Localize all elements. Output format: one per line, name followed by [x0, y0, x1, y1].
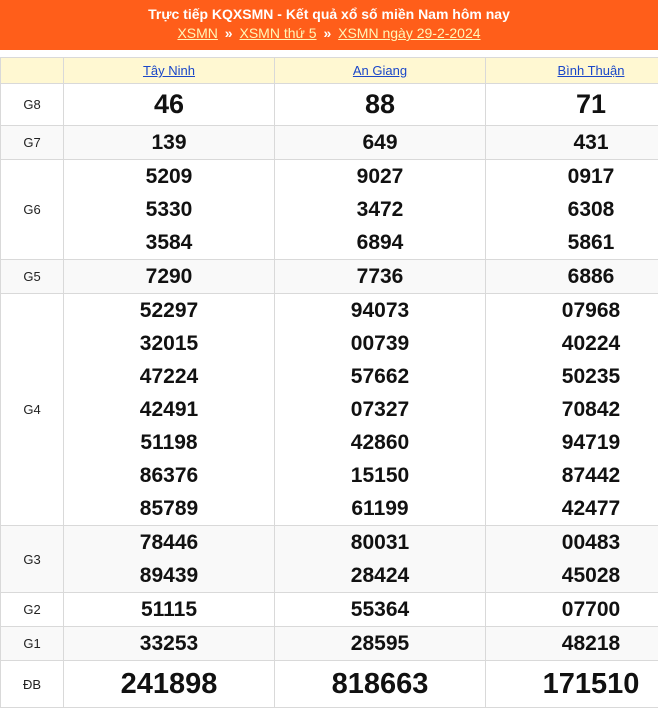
prize-number: 42860 [275, 426, 485, 459]
prize-cell [486, 294, 658, 526]
prize-number: 42477 [486, 492, 658, 525]
page-title: Trực tiếp KQXSMN - Kết quả xổ số miền Nam hôm nay [0, 5, 658, 24]
prize-number: 42491 [64, 393, 274, 426]
prize-number: 86376 [64, 459, 274, 492]
prize-number: 46 [64, 84, 274, 125]
prize-cell [486, 160, 658, 260]
prize-cell [64, 126, 275, 160]
prize-cell [486, 593, 658, 627]
prize-cell [486, 260, 658, 294]
prize-number: 78446 [64, 526, 274, 559]
prize-cell [275, 661, 486, 708]
prize-cell [486, 661, 658, 708]
prize-number: 52297 [64, 294, 274, 327]
prize-number: 5209 [64, 160, 274, 193]
prize-number: 87442 [486, 459, 658, 492]
prize-label: G2 [1, 593, 64, 627]
prize-row-1 [1, 126, 658, 160]
prize-label: G5 [1, 260, 64, 294]
breadcrumb-xsmn-date[interactable]: XSMN ngày 29-2-2024 [338, 25, 480, 41]
page-header [0, 0, 658, 50]
prize-cell [275, 160, 486, 260]
prize-number: 171510 [486, 661, 658, 707]
prize-number: 649 [275, 126, 485, 159]
prize-number: 07968 [486, 294, 658, 327]
prize-cell [64, 593, 275, 627]
prize-number: 5330 [64, 193, 274, 226]
prize-row-8 [1, 661, 658, 708]
prize-cell [486, 526, 658, 593]
prize-number: 94073 [275, 294, 485, 327]
prize-row-4 [1, 294, 658, 526]
prize-number: 89439 [64, 559, 274, 592]
prize-number: 45028 [486, 559, 658, 592]
prize-cell [64, 661, 275, 708]
prize-number: 33253 [64, 627, 274, 660]
corner-cell [1, 58, 64, 84]
prize-cell [275, 294, 486, 526]
prize-row-6 [1, 593, 658, 627]
prize-number: 80031 [275, 526, 485, 559]
prize-number: 15150 [275, 459, 485, 492]
prize-cell [64, 526, 275, 593]
prize-row-3 [1, 260, 658, 294]
prize-cell [275, 260, 486, 294]
prize-number: 32015 [64, 327, 274, 360]
prize-cell [275, 126, 486, 160]
prize-number: 85789 [64, 492, 274, 525]
prize-number: 07327 [275, 393, 485, 426]
prize-row-5 [1, 526, 658, 593]
prize-cell [275, 84, 486, 126]
breadcrumb-xsmn-thu5[interactable]: XSMN thứ 5 [239, 25, 316, 41]
prize-number: 6894 [275, 226, 485, 259]
prize-number: 3472 [275, 193, 485, 226]
prize-number: 3584 [64, 226, 274, 259]
prize-number: 47224 [64, 360, 274, 393]
prize-number: 7736 [275, 260, 485, 293]
prize-number: 40224 [486, 327, 658, 360]
prize-number: 70842 [486, 393, 658, 426]
prize-number: 71 [486, 84, 658, 125]
prize-label: G1 [1, 627, 64, 661]
prize-row-7 [1, 627, 658, 661]
breadcrumb-xsmn[interactable]: XSMN [177, 25, 217, 41]
province-header-row [1, 58, 658, 84]
prize-label: G4 [1, 294, 64, 526]
prize-number: 6886 [486, 260, 658, 293]
prize-label: G7 [1, 126, 64, 160]
prize-number: 9027 [275, 160, 485, 193]
prize-number: 00739 [275, 327, 485, 360]
prize-cell [275, 627, 486, 661]
prize-label: G6 [1, 160, 64, 260]
prize-label: ĐB [1, 661, 64, 708]
prize-cell [64, 294, 275, 526]
prize-cell [64, 260, 275, 294]
prize-number: 61199 [275, 492, 485, 525]
prize-number: 28424 [275, 559, 485, 592]
prize-number: 48218 [486, 627, 658, 660]
prize-number: 00483 [486, 526, 658, 559]
prize-number: 94719 [486, 426, 658, 459]
prize-label: G8 [1, 84, 64, 126]
prize-number: 28595 [275, 627, 485, 660]
results-table [0, 57, 658, 708]
breadcrumb [0, 24, 658, 43]
prize-cell [64, 84, 275, 126]
prize-number: 88 [275, 84, 485, 125]
prize-number: 139 [64, 126, 274, 159]
prize-cell [486, 627, 658, 661]
prize-cell [275, 526, 486, 593]
prize-number: 241898 [64, 661, 274, 707]
prize-cell [275, 593, 486, 627]
prize-number: 5861 [486, 226, 658, 259]
prize-number: 6308 [486, 193, 658, 226]
prize-number: 07700 [486, 593, 658, 626]
prize-number: 0917 [486, 160, 658, 193]
prize-number: 51115 [64, 593, 274, 626]
prize-cell [486, 84, 658, 126]
prize-number: 431 [486, 126, 658, 159]
province-link-binh-thuan[interactable]: Bình Thuận [558, 63, 625, 78]
prize-number: 51198 [64, 426, 274, 459]
prize-label: G3 [1, 526, 64, 593]
breadcrumb-separator: » [320, 25, 334, 41]
prize-number: 7290 [64, 260, 274, 293]
prize-number: 818663 [275, 661, 485, 707]
prize-cell [64, 627, 275, 661]
prize-number: 57662 [275, 360, 485, 393]
province-link-tay-ninh[interactable]: Tây Ninh [143, 63, 195, 78]
prize-number: 55364 [275, 593, 485, 626]
province-link-an-giang[interactable]: An Giang [353, 63, 407, 78]
prize-row-2 [1, 160, 658, 260]
prize-number: 50235 [486, 360, 658, 393]
prize-row-0 [1, 84, 658, 126]
prize-cell [64, 160, 275, 260]
breadcrumb-separator: » [222, 25, 236, 41]
prize-cell [486, 126, 658, 160]
